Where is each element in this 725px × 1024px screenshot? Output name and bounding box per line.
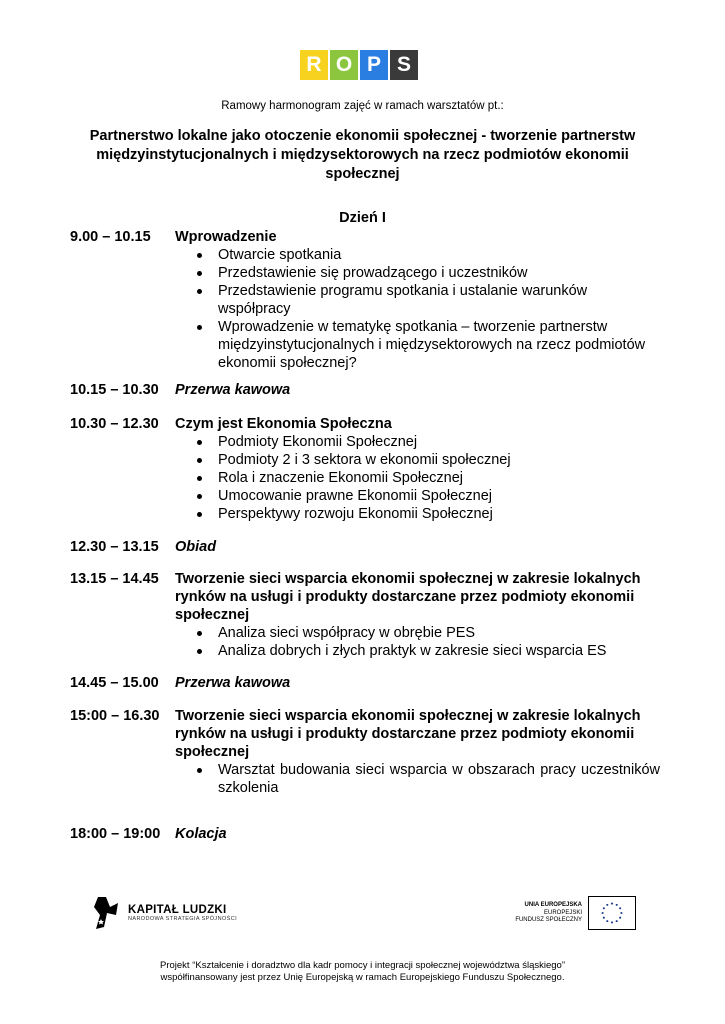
session-name: Tworzenie sieci wsparcia ekonomii społecznej w zakresie lokalnych rynków na usługi i produkty dostarczane przez podmioty ekonomii społecznej bbox=[175, 708, 641, 760]
logo-letter-p: P bbox=[360, 50, 388, 80]
eu-star bbox=[603, 907, 605, 909]
session-name: Przerwa kawowa bbox=[175, 675, 291, 691]
kapital-ludzki-logo bbox=[92, 893, 237, 933]
eu-star bbox=[602, 912, 604, 914]
session-block bbox=[70, 825, 660, 843]
session-time: 10.30 – 12.30 bbox=[70, 416, 159, 432]
session-block bbox=[70, 674, 660, 692]
session-time: 9.00 – 10.15 bbox=[70, 229, 151, 245]
list-item: Umocowanie prawne Ekonomii Społecznej bbox=[197, 487, 660, 505]
eu-star bbox=[611, 921, 613, 923]
session-time: 12.30 – 13.15 bbox=[70, 539, 159, 555]
eu-star bbox=[606, 904, 608, 906]
list-item: Otwarcie spotkania bbox=[197, 246, 660, 264]
title-line: Partnerstwo lokalne jako otoczenie ekonomii społecznej - tworzenie partnerstw bbox=[89, 128, 636, 144]
list-item: Analiza sieci współpracy w obrębie PES bbox=[197, 624, 660, 642]
list-item: Perspektywy rozwoju Ekonomii Społecznej bbox=[197, 505, 660, 523]
session-block bbox=[70, 707, 660, 797]
kl-subtitle: NARODOWA STRATEGIA SPÓJNOŚCI bbox=[128, 916, 237, 922]
list-item: Warsztat budowania sieci wsparcia w obszarach pracy uczestników szkolenia bbox=[197, 761, 660, 797]
eu-star bbox=[611, 903, 613, 905]
session-block bbox=[70, 415, 660, 523]
title-line: międzyinstytucjonalnych i międzysektorowych na rzecz podmiotów ekonomii bbox=[96, 147, 629, 163]
list-item: Przedstawienie programu spotkania i ustalanie warunków współpracy bbox=[197, 282, 660, 318]
eu-star bbox=[603, 917, 605, 919]
session-time: 15:00 – 16.30 bbox=[70, 708, 160, 724]
eu-label-line: UNIA EUROPEJSKA bbox=[524, 902, 582, 908]
eu-star bbox=[606, 920, 608, 922]
session-time: 10.15 – 10.30 bbox=[70, 382, 159, 398]
session-block bbox=[70, 381, 660, 399]
session-items bbox=[197, 246, 660, 372]
project-note bbox=[0, 960, 725, 984]
eu-label bbox=[480, 902, 582, 925]
session-block bbox=[70, 538, 660, 556]
workshop-title bbox=[80, 127, 645, 184]
day-heading: Dzień I bbox=[339, 210, 386, 226]
eu-label-line: EUROPEJSKI bbox=[543, 909, 582, 916]
project-note-line: współfinansowany jest przez Unię Europejską w ramach Europejskiego Funduszu Społecznego. bbox=[160, 972, 565, 983]
list-item: Wprowadzenie w tematykę spotkania – tworzenie partnerstw międzyinstytucjonalnych i międzysektorowych na rzecz podmiotów ekonomii społecznej? bbox=[197, 318, 660, 372]
list-item: Podmioty Ekonomii Społecznej bbox=[197, 433, 660, 451]
session-time: 13.15 – 14.45 bbox=[70, 571, 159, 587]
eu-flag-icon bbox=[588, 896, 636, 930]
session-name: Przerwa kawowa bbox=[175, 382, 291, 398]
eu-star bbox=[616, 904, 618, 906]
list-item: Podmioty 2 i 3 sektora w ekonomii społecznej bbox=[197, 451, 660, 469]
session-time: 18:00 – 19:00 bbox=[70, 826, 161, 842]
session-name: Kolacja bbox=[175, 826, 227, 842]
kapital-ludzki-icon bbox=[92, 893, 122, 933]
session-name: Obiad bbox=[175, 539, 217, 555]
session-items bbox=[197, 761, 660, 797]
eu-label-line: FUNDUSZ SPOŁECZNY bbox=[515, 917, 582, 923]
eu-star bbox=[619, 907, 621, 909]
eu-star bbox=[619, 917, 621, 919]
list-item: Przedstawienie się prowadzącego i uczestników bbox=[197, 264, 660, 282]
eu-star bbox=[620, 912, 622, 914]
session-name: Wprowadzenie bbox=[175, 229, 277, 245]
session-block bbox=[70, 228, 660, 372]
logo-letter-s: S bbox=[390, 50, 418, 80]
title-line: społecznej bbox=[325, 166, 400, 182]
session-name: Czym jest Ekonomia Społeczna bbox=[175, 416, 392, 432]
session-items bbox=[197, 624, 660, 660]
list-item: Rola i znaczenie Ekonomii Społecznej bbox=[197, 469, 660, 487]
session-time: 14.45 – 15.00 bbox=[70, 675, 159, 691]
kl-name: KAPITAŁ LUDZKI bbox=[128, 904, 227, 916]
logo-letter-o: O bbox=[330, 50, 358, 80]
session-block bbox=[70, 570, 660, 660]
schedule-subtitle: Ramowy harmonogram zajęć w ramach warsztatów pt.: bbox=[221, 100, 504, 112]
project-note-line: Projekt “Kształcenie i doradztwo dla kadr pomocy i integracji społecznej województwa śląskiego” bbox=[160, 960, 565, 971]
session-name: Tworzenie sieci wsparcia ekonomii społecznej w zakresie lokalnych rynków na usługi i produkty dostarczane przez podmioty ekonomii społecznej bbox=[175, 571, 641, 623]
list-item: Analiza dobrych i złych praktyk w zakresie sieci wsparcia ES bbox=[197, 642, 660, 660]
eu-star bbox=[616, 920, 618, 922]
logo-letter-r: R bbox=[300, 50, 328, 80]
session-items bbox=[197, 433, 660, 523]
rops-logo bbox=[300, 50, 418, 80]
